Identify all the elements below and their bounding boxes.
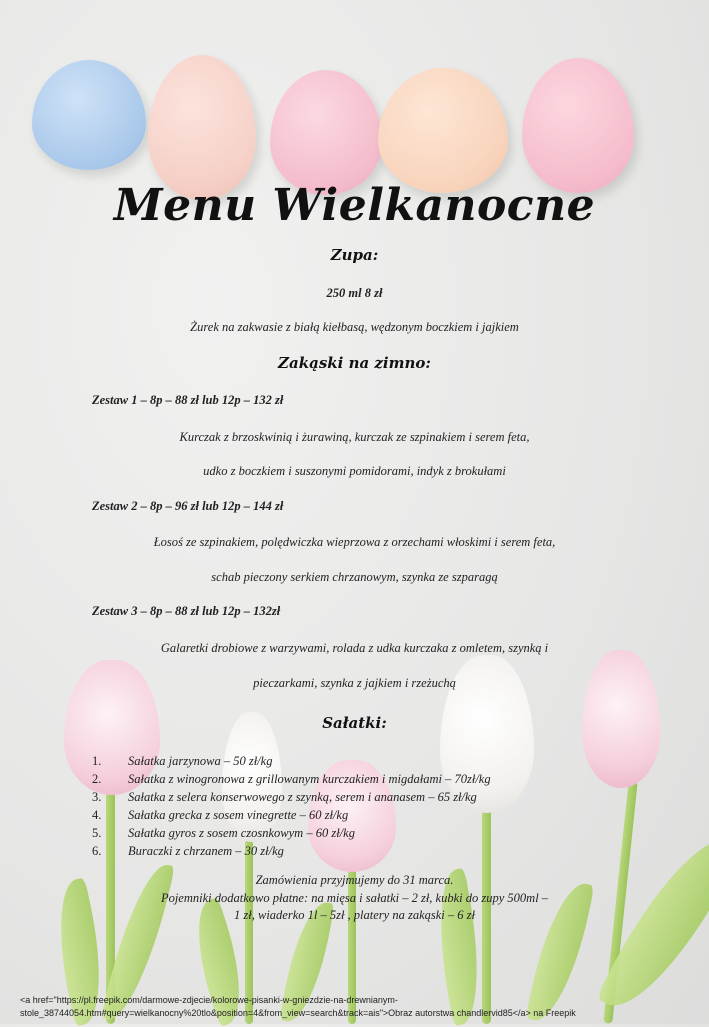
list-item: 3. Sałatka z selera konserwowego z szynką, serem i ananasem – 65 zł/kg <box>92 790 477 804</box>
containers-note-1: Pojemniki dodatkowo płatne: na mięsa i sałatki – 2 zł, kubki do zupy 500ml – <box>160 891 549 905</box>
set-1-line-2: udko z boczkiem i suszonymi pomidorami, indyk z brokułami <box>203 464 506 478</box>
peach-egg-image <box>378 68 508 193</box>
pink-egg-image <box>270 70 382 195</box>
set-2-line-2: schab pieczony serkiem chrzanowym, szynka ze szparagą <box>211 570 498 584</box>
list-item: 2. Sałatka z winogronowa z grillowanym kurczakiem i migdałami – 70zł/kg <box>92 772 491 786</box>
set-3-label: Zestaw 3 – 8p – 88 zł lub 12p – 132zł <box>92 604 281 618</box>
credit-line-2: stole_38744054.htm#query=wielkanocny%20tlo&position=4&from_view=search&track=ais">Obraz autorstwa chandlervid85</a> na Freepik <box>20 1008 576 1018</box>
image-credit <box>20 994 695 1020</box>
orders-note: Zamówienia przyjmujemy do 31 marca. <box>255 873 454 887</box>
pink-egg-image <box>522 58 634 193</box>
soup-price: 250 ml 8 zł <box>326 286 383 300</box>
page-title: Menu Wielkanocne <box>113 180 596 231</box>
soup-heading: Zupa: <box>330 246 379 264</box>
list-item: 6. Buraczki z chrzanem – 30 zł/kg <box>92 844 284 858</box>
set-2-line-1: Łosoś ze szpinakiem, polędwiczka wieprzowa z orzechami włoskimi i serem feta, <box>153 535 556 549</box>
set-1-line-1: Kurczak z brzoskwinią i żurawiną, kurczak ze szpinakiem i serem feta, <box>179 430 530 444</box>
set-2-label: Zestaw 2 – 8p – 96 zł lub 12p – 144 zł <box>92 499 284 513</box>
set-3-line-1: Galaretki drobiowe z warzywami, rolada z udka kurczaka z omletem, szynką i <box>160 641 549 655</box>
blue-egg-image <box>32 60 146 170</box>
containers-note-2: 1 zł, wiaderko 1l – 5zł , platery na zakąski – 6 zł <box>234 908 475 922</box>
soup-description: Żurek na zakwasie z białą kiełbasą, wędzonym boczkiem i jajkiem <box>190 320 519 334</box>
list-item: 1. Sałatka jarzynowa – 50 zł/kg <box>92 754 273 768</box>
list-item: 4. Sałatka grecka z sosem vinegrette – 60 zł/kg <box>92 808 349 822</box>
set-3-line-2: pieczarkami, szynka z jajkiem i rzeżuchą <box>253 676 456 690</box>
credit-line-1: <a href="https://pl.freepik.com/darmowe-zdjecie/kolorowe-pisanki-w-gniezdzie-na-drewnianym- <box>20 995 398 1005</box>
salads-list <box>92 752 491 860</box>
peach-egg-image <box>148 55 256 200</box>
list-item: 5. Sałatka gyros z sosem czosnkowym – 60 zł/kg <box>92 826 355 840</box>
cold-appetizers-heading: Zakąski na zimno: <box>278 354 431 372</box>
set-1-label: Zestaw 1 – 8p – 88 zł lub 12p – 132 zł <box>92 393 284 407</box>
salads-heading: Sałatki: <box>322 714 387 732</box>
